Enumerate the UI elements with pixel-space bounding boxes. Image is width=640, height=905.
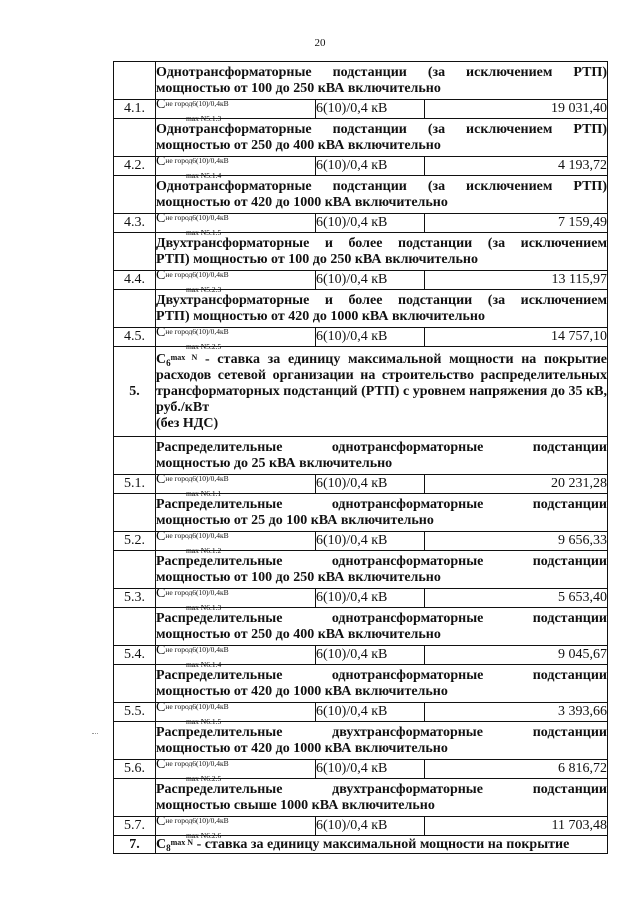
table-row — [114, 475, 608, 494]
formula-superscript: не город6(10)/0,4кВ — [165, 644, 229, 654]
table-row — [114, 817, 608, 836]
row-number: 5.6. — [114, 760, 156, 779]
description-row — [114, 62, 608, 100]
section-line: расходов сетевой организации на строительство — [156, 367, 474, 383]
voltage-cell: 6(10)/0,4 кВ — [316, 817, 425, 836]
formula-letter: С — [156, 585, 166, 601]
formula-subscript: max N6.1.1 — [186, 488, 222, 498]
table-row — [114, 100, 608, 119]
description-last-line: мощностью от 420 до 1000 кВА включительно — [156, 194, 448, 210]
rate-value: 13 115,97 — [425, 271, 608, 290]
row-description — [156, 437, 608, 475]
description-last-line: мощностью от 420 до 1000 кВА включительно — [156, 740, 448, 756]
formula-superscript: не город6(10)/0,4кВ — [165, 98, 229, 108]
row-number-empty — [114, 779, 156, 817]
voltage-cell: 6(10)/0,4 кВ — [316, 589, 425, 608]
row-number: 5.5. — [114, 703, 156, 722]
formula-letter: С — [156, 324, 166, 340]
row-description — [156, 665, 608, 703]
section-letter: С — [156, 351, 167, 367]
formula-superscript: не город6(10)/0,4кВ — [165, 815, 229, 825]
description-row — [114, 290, 608, 328]
description-text: Распределительные однотрансформаторные подстанции — [156, 496, 607, 512]
row-number-empty — [114, 437, 156, 475]
section-letter-superscript: max N — [170, 352, 198, 362]
table-row — [114, 589, 608, 608]
voltage-cell: 6(10)/0,4 кВ — [316, 271, 425, 290]
row-number-empty — [114, 176, 156, 214]
description-text: Распределительные однотрансформаторные подстанции — [156, 553, 607, 569]
row-description — [156, 722, 608, 760]
formula-subscript: max N6.2.6 — [186, 830, 222, 840]
rate-value: 6 816,72 — [425, 760, 608, 779]
formula-subscript: max N6.1.2 — [186, 545, 222, 555]
description-last-line: мощностью свыше 1000 кВА включительно — [156, 797, 435, 813]
formula-cell — [156, 699, 316, 726]
description-row — [114, 779, 608, 817]
voltage-cell: 6(10)/0,4 кВ — [316, 100, 425, 119]
voltage-cell: 6(10)/0,4 кВ — [316, 760, 425, 779]
table-row — [114, 760, 608, 779]
formula-subscript: max N6.2.5 — [186, 773, 222, 783]
table-row — [114, 214, 608, 233]
row-number-empty — [114, 722, 156, 760]
description-last-line: мощностью от 100 до 250 кВА включительно — [156, 80, 441, 96]
description-last-line: мощностью от 250 до 400 кВА включительно — [156, 626, 441, 642]
description-row — [114, 608, 608, 646]
section-row — [114, 836, 608, 854]
table-row — [114, 532, 608, 551]
formula-subscript: max N5.1.3 — [186, 113, 222, 123]
description-text: Двухтрансформаторные и более подстанции (за исключением — [156, 235, 607, 251]
voltage-cell: 6(10)/0,4 кВ — [316, 646, 425, 665]
voltage-cell: 6(10)/0,4 кВ — [316, 214, 425, 233]
row-description — [156, 779, 608, 817]
row-number-empty — [114, 608, 156, 646]
section-number: 7. — [114, 836, 156, 854]
formula-letter: С — [156, 153, 166, 169]
row-number: 4.4. — [114, 271, 156, 290]
row-number: 5.4. — [114, 646, 156, 665]
description-text: Двухтрансформаторные и более подстанции (за исключением — [156, 292, 607, 308]
row-number: 4.2. — [114, 157, 156, 176]
formula-superscript: не город6(10)/0,4кВ — [165, 155, 229, 165]
voltage-cell: 6(10)/0,4 кВ — [316, 328, 425, 347]
row-number: 4.3. — [114, 214, 156, 233]
formula-subscript: max N6.1.3 — [186, 602, 222, 612]
formula-letter: С — [156, 471, 166, 487]
formula-letter: С — [156, 528, 166, 544]
rate-value: 9 656,33 — [425, 532, 608, 551]
formula-cell — [156, 585, 316, 612]
row-number: 5.1. — [114, 475, 156, 494]
table-row — [114, 157, 608, 176]
formula-cell — [156, 267, 316, 294]
description-last-line: мощностью от 25 до 100 кВА включительно — [156, 512, 434, 528]
description-last-line: РТП) мощностью от 420 до 1000 кВА включительно — [156, 308, 485, 324]
formula-letter: С — [156, 642, 166, 658]
formula-cell — [156, 642, 316, 669]
row-number: 4.5. — [114, 328, 156, 347]
row-number-empty — [114, 290, 156, 328]
description-row — [114, 665, 608, 703]
description-row — [114, 176, 608, 214]
formula-cell — [156, 153, 316, 180]
voltage-cell: 6(10)/0,4 кВ — [316, 475, 425, 494]
section-symbol — [156, 352, 197, 367]
formula-letter: С — [156, 813, 166, 829]
rate-value: 11 703,48 — [425, 817, 608, 836]
table-row — [114, 646, 608, 665]
description-text: Распределительные однотрансформаторные подстанции — [156, 439, 607, 455]
row-number: 5.2. — [114, 532, 156, 551]
formula-superscript: не город6(10)/0,4кВ — [165, 701, 229, 711]
description-last-line: мощностью от 250 до 400 кВА включительно — [156, 137, 441, 153]
row-number-empty — [114, 233, 156, 271]
formula-subscript: max N5.2.3 — [186, 284, 222, 294]
table-row — [114, 271, 608, 290]
rate-value: 7 159,49 — [425, 214, 608, 233]
formula-subscript: max N6.1.4 — [186, 659, 222, 669]
description-text: Однотрансформаторные подстанции (за исключением РТП) — [156, 121, 607, 137]
rate-value: 20 231,28 — [425, 475, 608, 494]
formula-letter: С — [156, 96, 166, 112]
margin-mark — [92, 733, 98, 735]
description-text: Однотрансформаторные подстанции (за исключением РТП) — [156, 64, 607, 80]
formula-subscript: max N5.1.4 — [186, 170, 222, 180]
section-line: распределительных трансформаторных подстанций (РТП) с — [156, 367, 607, 399]
description-row — [114, 437, 608, 475]
section-line: уровнем напряжения до 35 кВ, руб./кВт — [156, 383, 607, 415]
description-last-line: мощностью от 100 до 250 кВА включительно — [156, 569, 441, 585]
formula-superscript: не город6(10)/0,4кВ — [165, 530, 229, 540]
description-row — [114, 722, 608, 760]
row-number: 5.7. — [114, 817, 156, 836]
section-letter: С — [156, 836, 167, 852]
row-description — [156, 62, 608, 100]
formula-cell — [156, 756, 316, 783]
section-row — [114, 347, 608, 437]
formula-cell — [156, 324, 316, 351]
formula-subscript: max N6.1.5 — [186, 716, 222, 726]
formula-cell — [156, 528, 316, 555]
row-description — [156, 551, 608, 589]
row-description — [156, 494, 608, 532]
formula-letter: С — [156, 699, 166, 715]
voltage-cell: 6(10)/0,4 кВ — [316, 703, 425, 722]
description-text: Распределительные двухтрансформаторные подстанции — [156, 724, 607, 740]
description-last-line: мощностью от 420 до 1000 кВА включительно — [156, 683, 448, 699]
row-number-empty — [114, 665, 156, 703]
formula-superscript: не город6(10)/0,4кВ — [165, 269, 229, 279]
rate-value: 5 653,40 — [425, 589, 608, 608]
row-description — [156, 119, 608, 157]
formula-cell — [156, 210, 316, 237]
row-number-empty — [114, 62, 156, 100]
rate-value: 3 393,66 — [425, 703, 608, 722]
voltage-cell: 6(10)/0,4 кВ — [316, 532, 425, 551]
formula-cell — [156, 471, 316, 498]
description-row — [114, 119, 608, 157]
description-text: Распределительные двухтрансформаторные подстанции — [156, 781, 607, 797]
section-symbol — [156, 837, 193, 852]
formula-cell — [156, 96, 316, 123]
row-description — [156, 176, 608, 214]
formula-letter: С — [156, 756, 166, 772]
formula-superscript: не город6(10)/0,4кВ — [165, 212, 229, 222]
description-text: Распределительные однотрансформаторные подстанции — [156, 610, 607, 626]
description-last-line: мощностью до 25 кВА включительно — [156, 455, 393, 471]
description-row — [114, 551, 608, 589]
page-number: 20 — [314, 37, 326, 49]
table-row — [114, 703, 608, 722]
description-text: Однотрансформаторные подстанции (за исключением РТП) — [156, 178, 607, 194]
row-description — [156, 290, 608, 328]
section-last-line: - ставка за единицу максимальной мощности на покрытие — [193, 836, 570, 852]
formula-superscript: не город6(10)/0,4кВ — [165, 473, 229, 483]
section-description — [156, 347, 608, 437]
row-number-empty — [114, 119, 156, 157]
formula-subscript: max N5.2.5 — [186, 341, 222, 351]
row-number-empty — [114, 494, 156, 532]
description-row — [114, 233, 608, 271]
description-last-line: РТП) мощностью от 100 до 250 кВА включительно — [156, 251, 478, 267]
section-description — [156, 836, 608, 854]
section-letter-subscript: 6 — [166, 357, 171, 368]
section-line: - ставка за единицу максимальной мощности на покрытие — [197, 351, 607, 367]
tariff-table — [113, 61, 608, 854]
description-text: Распределительные однотрансформаторные подстанции — [156, 667, 607, 683]
formula-superscript: не город6(10)/0,4кВ — [165, 326, 229, 336]
tariff-table-body — [114, 62, 608, 854]
formula-superscript: не город6(10)/0,4кВ — [165, 587, 229, 597]
section-last-line: (без НДС) — [156, 415, 219, 431]
row-number: 4.1. — [114, 100, 156, 119]
section-number: 5. — [114, 347, 156, 437]
section-letter-superscript: max N — [170, 837, 194, 847]
formula-letter: С — [156, 210, 166, 226]
description-row — [114, 494, 608, 532]
formula-letter: С — [156, 267, 166, 283]
row-description — [156, 233, 608, 271]
rate-value: 19 031,40 — [425, 100, 608, 119]
formula-cell — [156, 813, 316, 840]
rate-value: 14 757,10 — [425, 328, 608, 347]
row-number-empty — [114, 551, 156, 589]
table-row — [114, 328, 608, 347]
rate-value: 4 193,72 — [425, 157, 608, 176]
voltage-cell: 6(10)/0,4 кВ — [316, 157, 425, 176]
formula-subscript: max N5.1.5 — [186, 227, 222, 237]
row-number: 5.3. — [114, 589, 156, 608]
formula-superscript: не город6(10)/0,4кВ — [165, 758, 229, 768]
rate-value: 9 045,67 — [425, 646, 608, 665]
row-description — [156, 608, 608, 646]
section-letter-subscript: 8 — [166, 842, 171, 853]
